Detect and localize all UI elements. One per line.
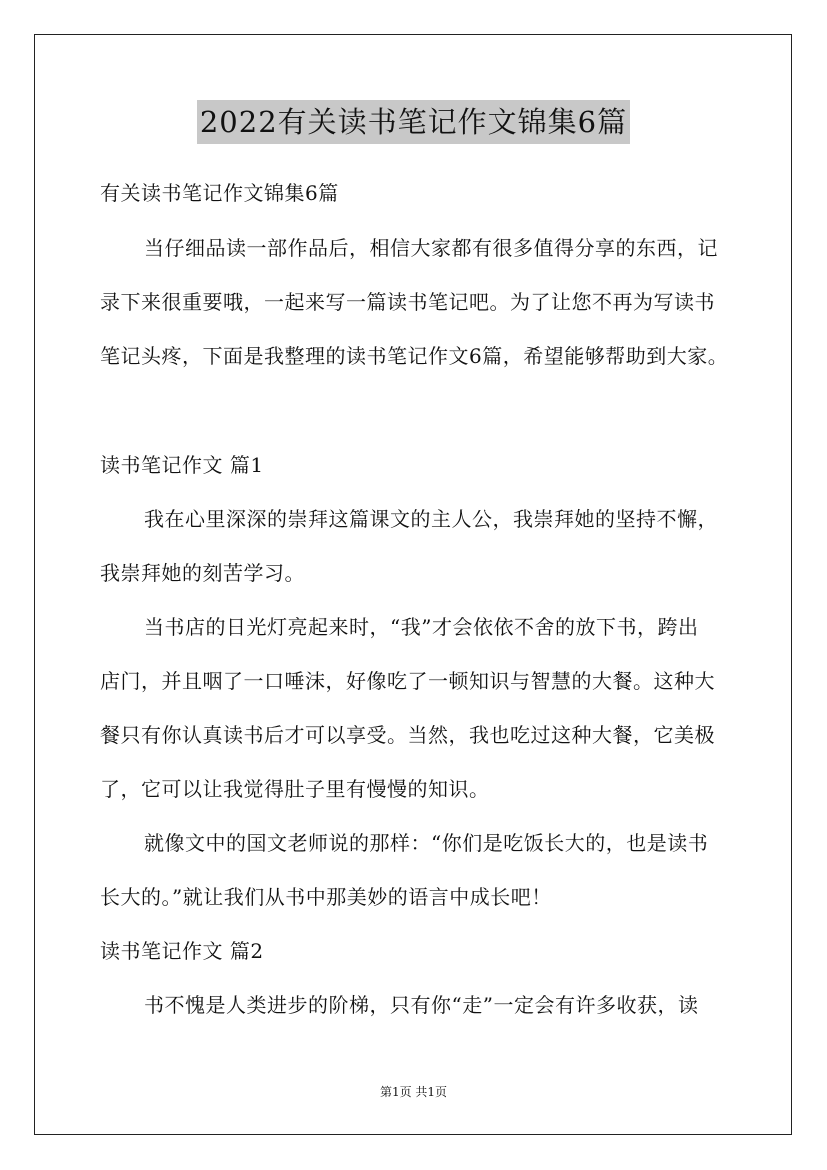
page-footer: 第1页 共1页 xyxy=(379,1085,448,1099)
paragraph-line: 我崇拜她的刻苦学习。 xyxy=(100,561,305,585)
paragraph-line: 长大的。”就让我们从书中那美妙的语言中成长吧！ xyxy=(100,885,552,909)
intro-line: 录下来很重要哦，一起来写一篇读书笔记吧。为了让您不再为写读书 xyxy=(100,290,715,314)
subtitle: 有关读书笔记作文锦集6篇 xyxy=(100,181,339,205)
paragraph-line: 店门，并且咽了一口唾沫，好像吃了一顿知识与智慧的大餐。这种大 xyxy=(100,669,715,693)
paragraph-line: 书不愧是人类进步的阶梯，只有你“走”一定会有许多收获，读 xyxy=(144,993,699,1017)
section-heading: 读书笔记作文 篇1 xyxy=(100,453,264,477)
paragraph-line: 餐只有你认真读书后才可以享受。当然，我也吃过这种大餐，它美极 xyxy=(100,723,715,747)
paragraph-line: 就像文中的国文老师说的那样：“你们是吃饭长大的，也是读书 xyxy=(144,831,709,855)
paragraph-line: 当书店的日光灯亮起来时，“我”才会依依不舍的放下书，跨出 xyxy=(144,615,699,639)
document-title: 2022有关读书笔记作文锦集6篇 xyxy=(197,100,630,144)
paragraph-line: 了，它可以让我觉得肚子里有慢慢的知识。 xyxy=(100,777,490,801)
title-container xyxy=(0,100,827,144)
intro-line: 笔记头疼，下面是我整理的读书笔记作文6篇，希望能够帮助到大家。 xyxy=(100,344,729,368)
intro-line: 当仔细品读一部作品后，相信大家都有很多值得分享的东西，记 xyxy=(144,236,718,260)
paragraph-line: 我在心里深深的崇拜这篇课文的主人公，我崇拜她的坚持不懈， xyxy=(144,507,718,531)
section-heading: 读书笔记作文 篇2 xyxy=(100,939,264,963)
